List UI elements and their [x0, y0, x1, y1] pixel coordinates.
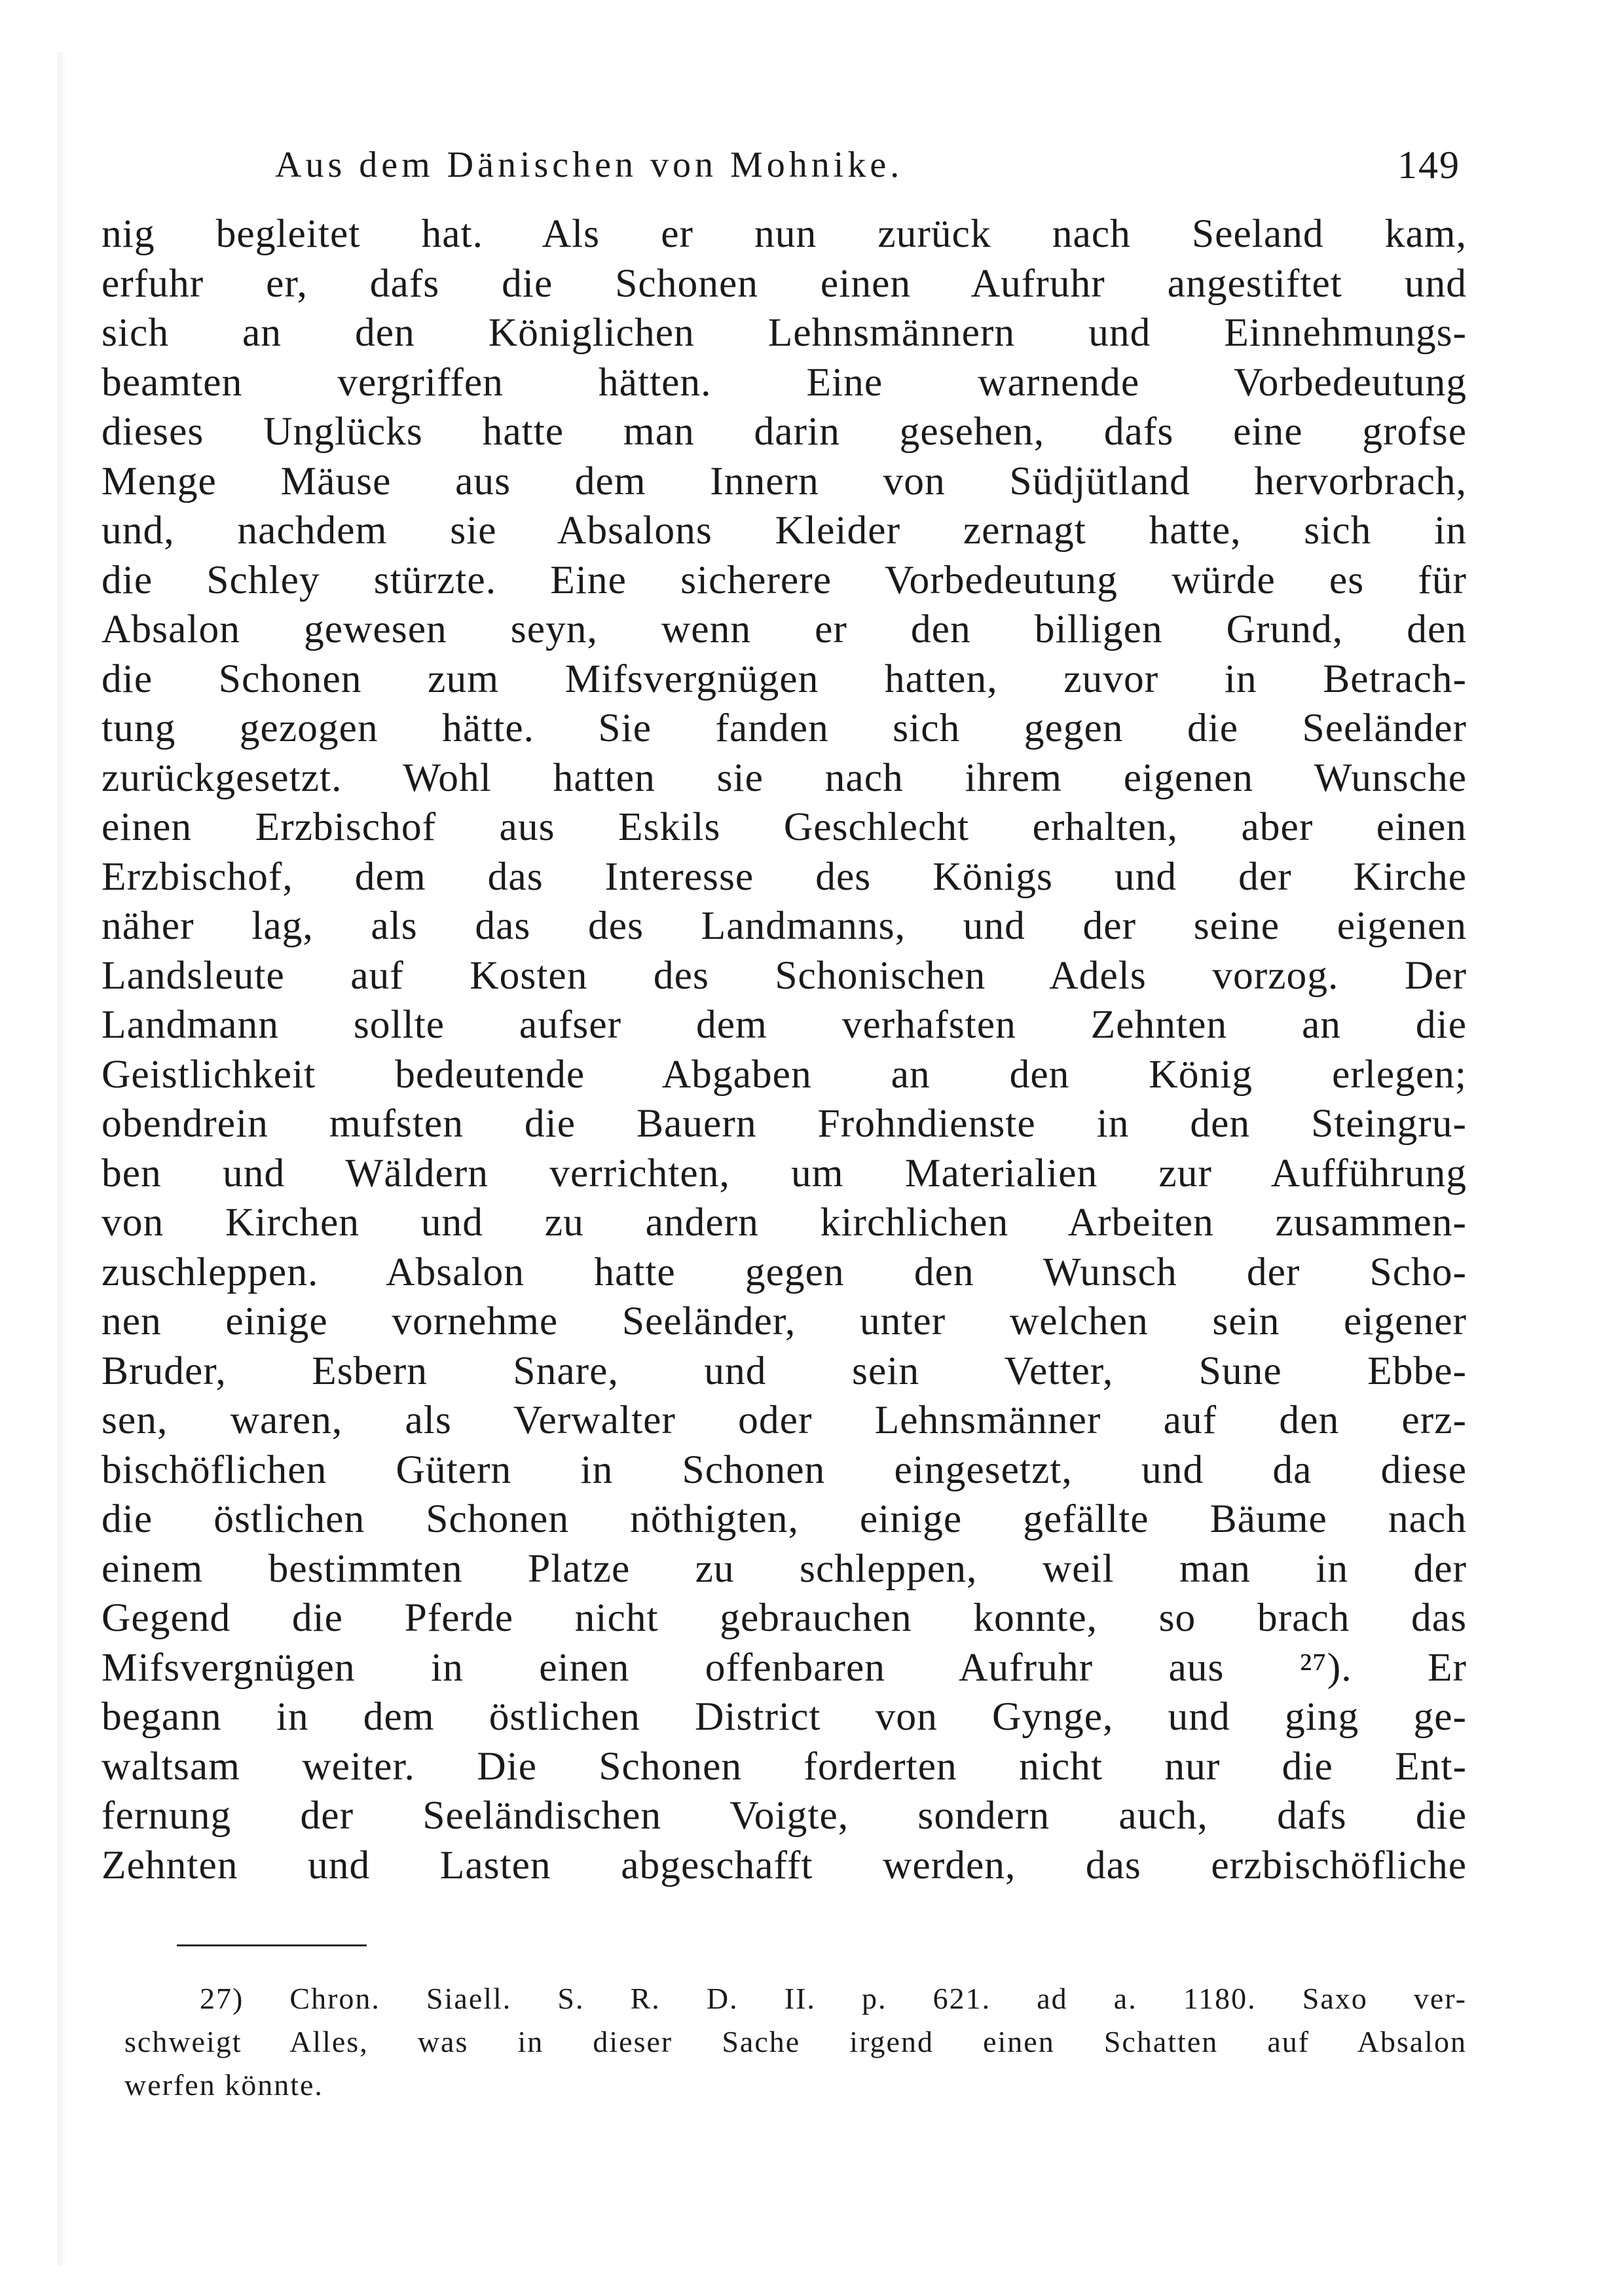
body-text	[101, 210, 1467, 1890]
text-line: Erzbischof, dem das Interesse des Königs und der Kirche	[101, 854, 1467, 899]
text-line: fernung der Seeländischen Voigte, sondern auch, dafs die	[101, 1793, 1467, 1838]
text-line: die Schley stürzte. Eine sicherere Vorbedeutung würde es für	[101, 557, 1467, 602]
text-line: Mifsvergnügen in einen offenbaren Aufruhr aus ²⁷). Er	[101, 1645, 1467, 1690]
text-line: Geistlichkeit bedeutende Abgaben an den König erlegen;	[101, 1051, 1467, 1097]
text-line: dieses Unglücks hatte man darin gesehen, dafs eine grofse	[101, 409, 1467, 454]
footnote-line: werfen könnte.	[124, 2068, 323, 2102]
text-line: näher lag, als das des Landmanns, und der seine eigenen	[101, 903, 1467, 948]
text-line: zuschleppen. Absalon hatte gegen den Wunsch der Scho-	[101, 1249, 1467, 1294]
text-line: erfuhr er, dafs die Schonen einen Aufruhr angestiftet und	[101, 261, 1467, 306]
text-line: ben und Wäldern verrichten, um Materialien zur Aufführung	[101, 1150, 1467, 1195]
text-line: einem bestimmten Platze zu schleppen, weil man in der	[101, 1546, 1467, 1591]
text-line: sich an den Königlichen Lehnsmännern und Einnehmungs-	[101, 310, 1467, 355]
footnotes	[124, 1977, 1467, 2107]
text-line: obendrein mufsten die Bauern Frohndienste in den Steingru-	[101, 1101, 1467, 1146]
text-line: und, nachdem sie Absalons Kleider zernagt hatte, sich in	[101, 508, 1467, 553]
text-line: Bruder, Esbern Snare, und sein Vetter, Sune Ebbe-	[101, 1348, 1467, 1393]
text-line: nen einige vornehme Seeländer, unter welchen sein eigener	[101, 1299, 1467, 1343]
text-line: die östlichen Schonen nöthigten, einige gefällte Bäume nach	[101, 1497, 1467, 1541]
footnote-line: 27) Chron. Siaell. S. R. D. II. p. 621. ad a. 1180. Saxo ver-	[200, 1982, 1467, 2015]
text-line: einen Erzbischof aus Eskils Geschlecht erhalten, aber einen	[101, 805, 1467, 849]
text-line: Landmann sollte aufser dem verhafsten Zehnten an die	[101, 1002, 1467, 1047]
text-line: Gegend die Pferde nicht gebrauchen konnte, so brach das	[101, 1595, 1467, 1640]
text-line: begann in dem östlichen District von Gynge, und ging ge-	[101, 1694, 1467, 1739]
footnote-separator	[177, 1944, 367, 1946]
text-line: beamten vergriffen hätten. Eine warnende Vorbedeutung	[101, 359, 1467, 405]
text-line: die Schonen zum Mifsvergnügen hatten, zuvor in Betrach-	[101, 656, 1467, 701]
text-line: Landsleute auf Kosten des Schonischen Adels vorzog. Der	[101, 953, 1467, 998]
text-line: Zehnten und Lasten abgeschafft werden, das erzbischöfliche	[101, 1842, 1467, 1887]
text-line: von Kirchen und zu andern kirchlichen Arbeiten zusammen-	[101, 1200, 1467, 1245]
text-line: Absalon gewesen seyn, wenn er den billigen Grund, den	[101, 607, 1467, 651]
footnote-line: schweigt Alles, was in dieser Sache irgend einen Schatten auf Absalon	[124, 2025, 1467, 2058]
text-line: Menge Mäuse aus dem Innern von Südjütland hervorbrach,	[101, 458, 1467, 503]
gutter-shadow	[58, 52, 67, 2265]
running-header	[275, 139, 1460, 191]
text-line: bischöflichen Gütern in Schonen eingesetzt, und da diese	[101, 1447, 1467, 1492]
page-number: 149	[1397, 143, 1460, 187]
text-line: zurückgesetzt. Wohl hatten sie nach ihrem eigenen Wunsche	[101, 755, 1467, 800]
text-line: sen, waren, als Verwalter oder Lehnsmänner auf den erz-	[101, 1398, 1467, 1442]
text-line: tung gezogen hätte. Sie fanden sich gegen die Seeländer	[101, 706, 1467, 750]
text-line: waltsam weiter. Die Schonen forderten nicht nur die Ent-	[101, 1743, 1467, 1789]
text-line: nig begleitet hat. Als er nun zurück nach Seeland kam,	[101, 211, 1467, 256]
running-title: Aus dem Dänischen von Mohnike.	[275, 145, 904, 185]
